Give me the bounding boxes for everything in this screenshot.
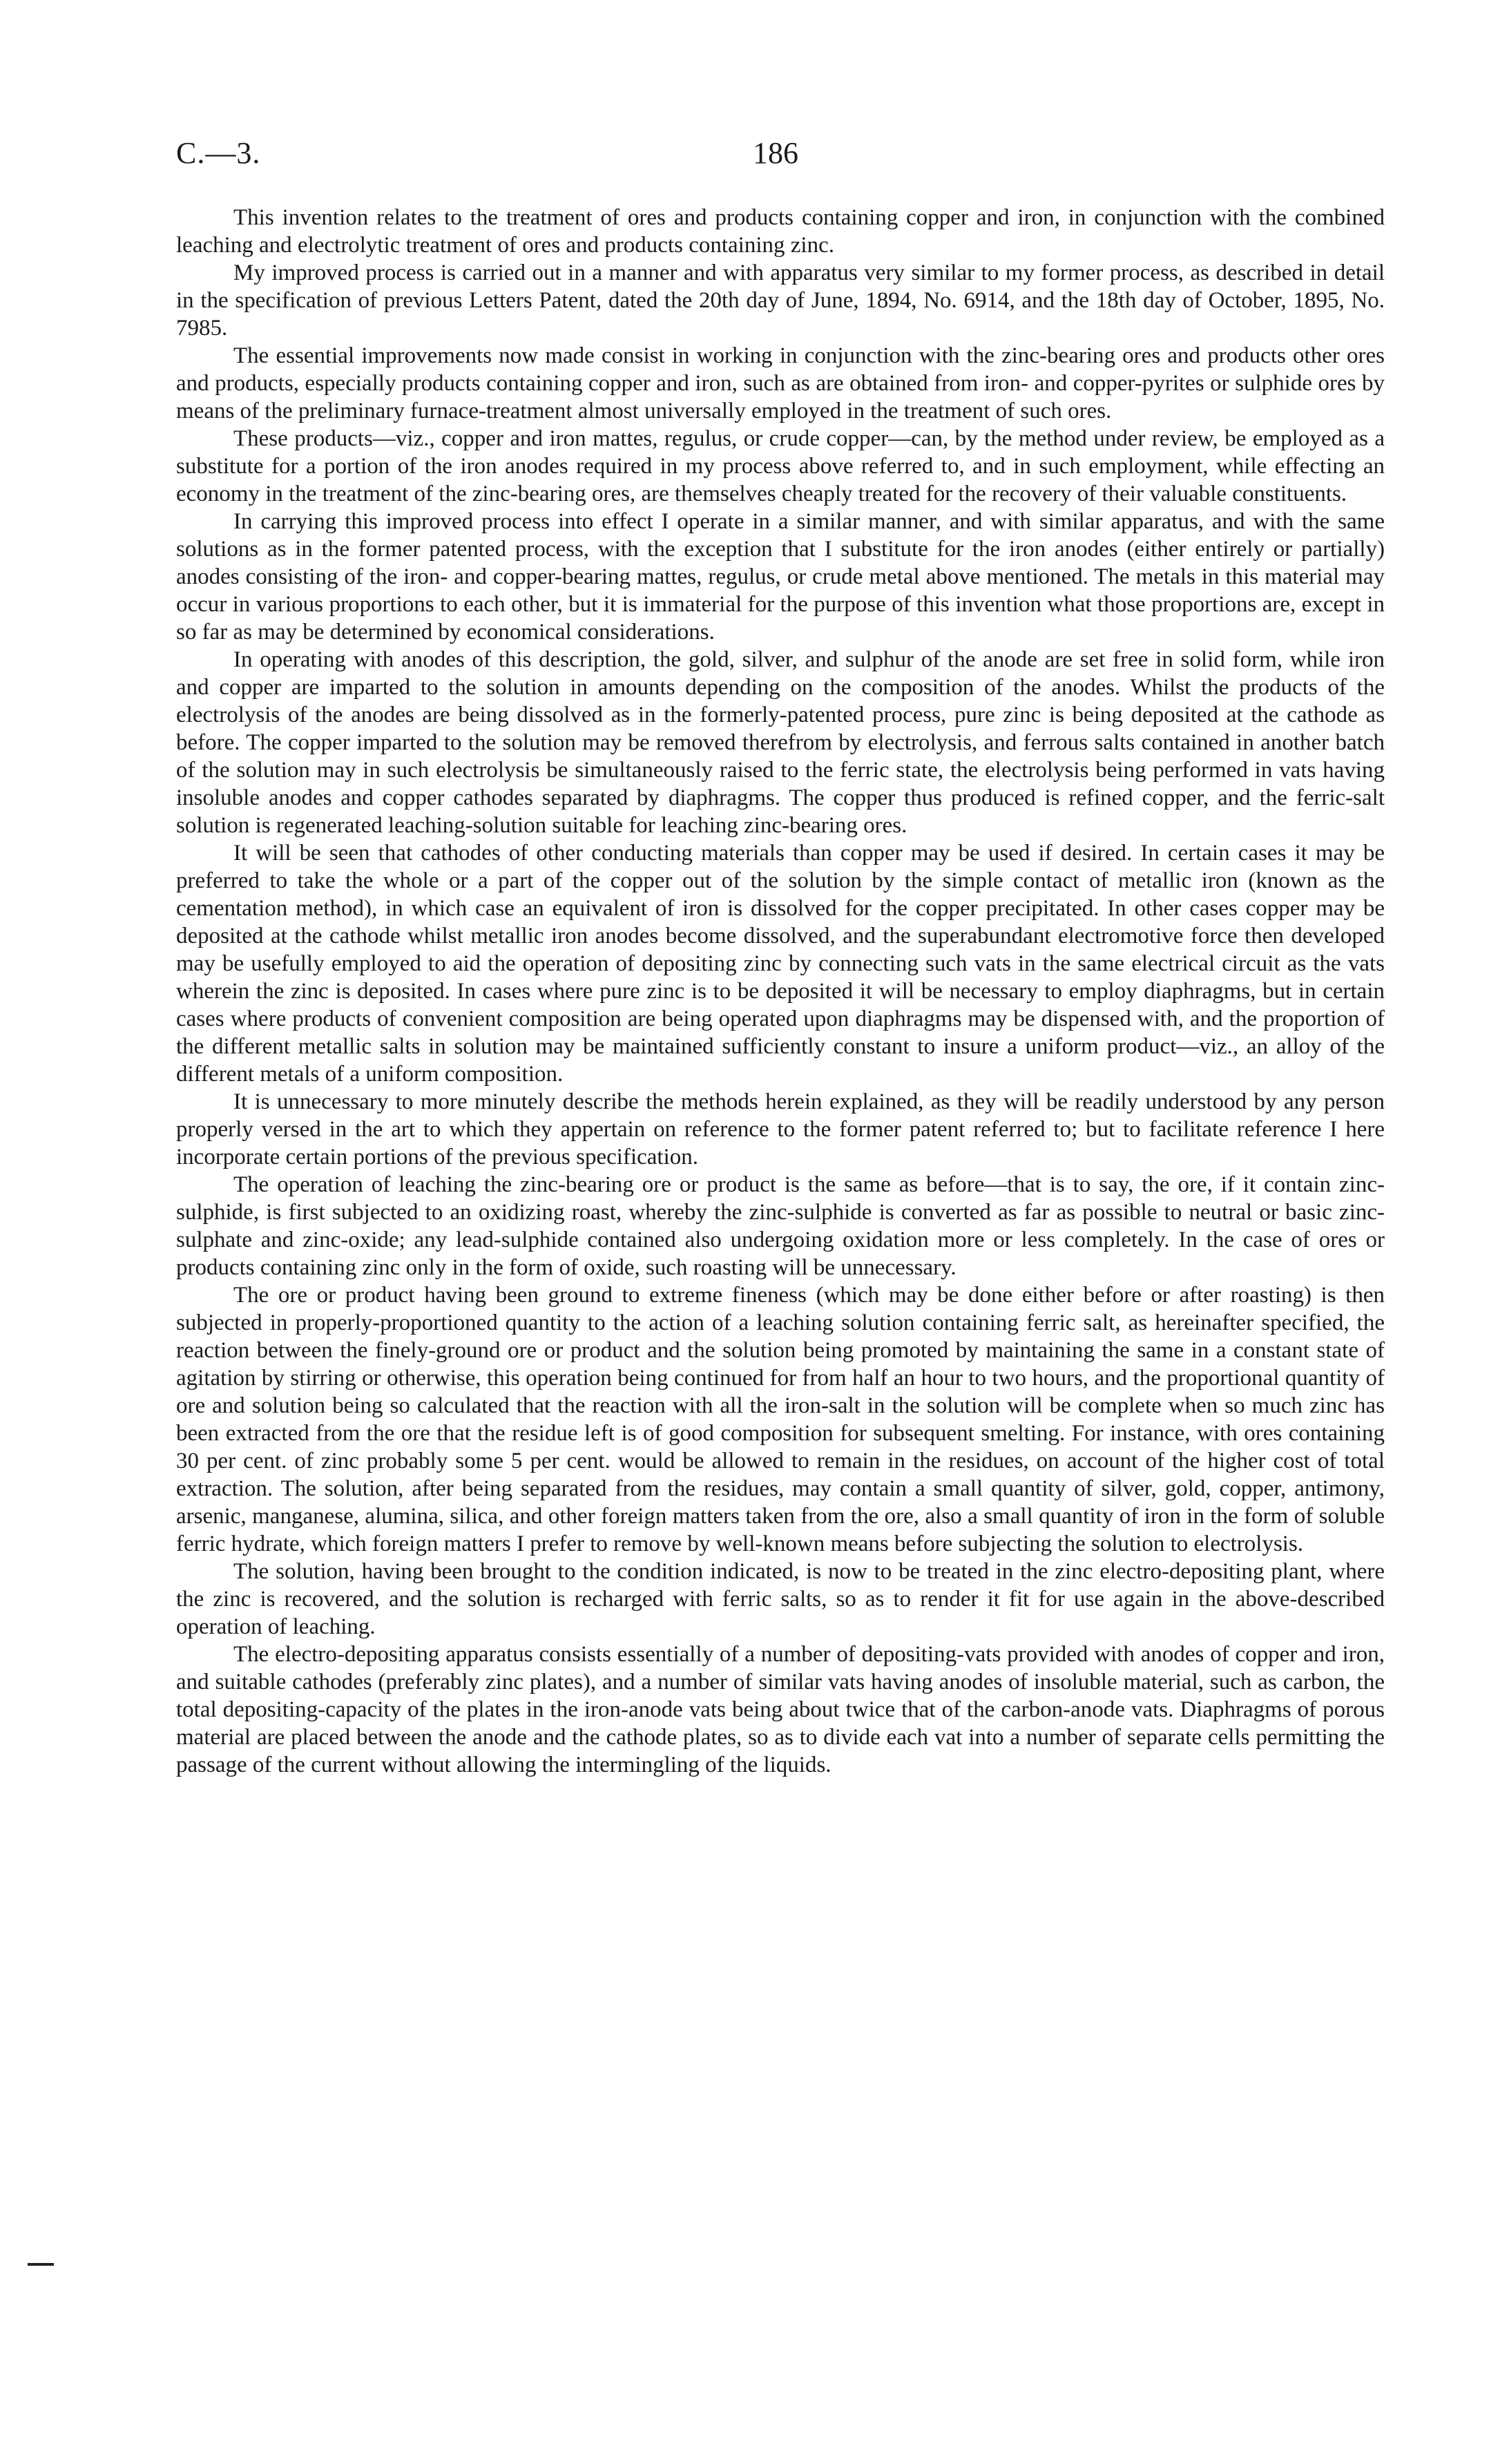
paragraph-1: This invention relates to the treatment of ores and products containing copper and iron, in conjunction with the combined leaching and electrolytic treatment of ores and products containing zinc.	[176, 205, 1385, 258]
paragraph-7: It will be seen that cathodes of other conducting materials than copper may be used if desired. In certain cases it may be preferred to take the whole or a part of the copper out of the solution by the simple contact of metallic iron (known as the cementation method), in which case an equivalent of iron is dissolved for the copper precipitated. In other cases copper may be deposited at the cathode whilst metallic iron anodes become dissolved, and the superabundant electromotive force then developed may be usefully employed to aid the operation of depositing zinc by connecting such vats in the same electrical circuit as the vats wherein the zinc is deposited. In cases where pure zinc is to be deposited it will be necessary to employ diaphragms, but in certain cases where products of convenient composition are being operated upon diaphragms may be dispensed with, and the proportion of the different metallic salts in solution may be maintained sufficiently constant to insure a uniform product—viz., an alloy of the different metals of a uniform composition.	[176, 841, 1385, 1087]
document-reference: C.—3.	[176, 136, 261, 170]
page-header	[176, 135, 1364, 177]
paragraph-4: These products—viz., copper and iron mattes, regulus, or crude copper—can, by the method under review, be employed as a substitute for a portion of the iron anodes required in my process above referred to, and in such employment, while effecting an economy in the treatment of the zinc-bearing ores, are themselves cheaply treated for the recovery of their valuable constituents.	[176, 426, 1385, 506]
paragraph-12: The electro-depositing apparatus consists essentially of a number of depositing-vats provided with anodes of copper and iron, and suitable cathodes (preferably zinc plates), and a number of similar vats having anodes of insoluble material, such as carbon, the total depositing-capacity of the plates in the iron-anode vats being about twice that of the carbon-anode vats. Diaphragms of porous material are placed between the anode and the cathode plates, so as to divide each vat into a number of separate cells permitting the passage of the current without allowing the intermingling of the liquids.	[176, 1642, 1385, 1777]
paragraph-9: The operation of leaching the zinc-bearing ore or product is the same as before—that is to say, the ore, if it contain zinc-sulphide, is first subjected to an oxidizing roast, whereby the zinc-sulphide is converted as far as possible to neutral or basic zinc-sulphate and zinc-oxide; any lead-sulphide contained also undergoing oxidation more or less completely. In the case of ores or products containing zinc only in the form of oxide, such roasting will be unnecessary.	[176, 1172, 1385, 1280]
paragraph-8: It is unnecessary to more minutely describe the methods herein explained, as they will be readily understood by any person properly versed in the art to which they appertain on reference to the former patent referred to; but to facilitate reference I here incorporate certain portions of the previous specification.	[176, 1089, 1385, 1169]
body-text	[176, 204, 1385, 1779]
paragraph-5: In carrying this improved process into effect I operate in a similar manner, and with similar apparatus, and with the same solutions as in the former patented process, with the exception that I substitute for the iron anodes (either entirely or partially) anodes consisting of the iron- and copper-bearing mattes, regulus, or crude metal above mentioned. The metals in this material may occur in various proportions to each other, but it is immaterial for the purpose of this invention what those proportions are, except in so far as may be determined by economical considerations.	[176, 509, 1385, 644]
paragraph-11: The solution, having been brought to the condition indicated, is now to be treated in the zinc electro-depositing plant, where the zinc is recovered, and the solution is recharged with ferric salts, so as to render it fit for use again in the above-described operation of leaching.	[176, 1559, 1385, 1639]
paragraph-10: The ore or product having been ground to extreme fineness (which may be done either before or after roasting) is then subjected in properly-proportioned quantity to the action of a leaching solution containing ferric salt, as hereinafter specified, the reaction between the finely-ground ore or product and the solution being promoted by maintaining the same in a constant state of agitation by stirring or otherwise, this operation being continued for from half an hour to two hours, and the proportional quantity of ore and solution being so calculated that the reaction with all the iron-salt in the solution will be complete when so much zinc has been extracted from the ore that the residue left is of good composition for subsequent smelting. For instance, with ores containing 30 per cent. of zinc probably some 5 per cent. would be allowed to remain in the residues, on account of the higher cost of total extraction. The solution, after being separated from the residues, may contain a small quantity of silver, gold, copper, antimony, arsenic, manganese, alumina, silica, and other foreign matters taken from the ore, also a small quantity of iron in the form of soluble ferric hydrate, which foreign matters I prefer to remove by well-known means before subjecting the solution to electrolysis.	[176, 1283, 1385, 1556]
margin-dash-mark	[28, 2263, 54, 2266]
paragraph-3: The essential improvements now made consist in working in conjunction with the zinc-bearing ores and products other ores and products, especially products containing copper and iron, such as are obtained from iron- and copper-pyrites or sulphide ores by means of the preliminary furnace-treatment almost universally employed in the treatment of such ores.	[176, 343, 1385, 423]
page-number: 186	[753, 136, 798, 170]
paragraph-6: In operating with anodes of this description, the gold, silver, and sulphur of the anode are set free in solid form, while iron and copper are imparted to the solution in amounts depending on the composition of the anodes. Whilst the products of the electrolysis of the anodes are being dissolved as in the formerly-patented process, pure zinc is being deposited at the cathode as before. The copper imparted to the solution may be removed therefrom by electrolysis, and ferrous salts contained in another batch of the solution may in such electrolysis be simultaneously raised to the ferric state, the electrolysis being performed in vats having insoluble anodes and copper cathodes separated by diaphragms. The copper thus produced is refined copper, and the ferric-salt solution is regenerated leaching-solution suitable for leaching zinc-bearing ores.	[176, 647, 1385, 838]
paragraph-2: My improved process is carried out in a manner and with apparatus very similar to my former process, as described in detail in the specification of previous Letters Patent, dated the 20th day of June, 1894, No. 6914, and the 18th day of October, 1895, No. 7985.	[176, 260, 1385, 341]
